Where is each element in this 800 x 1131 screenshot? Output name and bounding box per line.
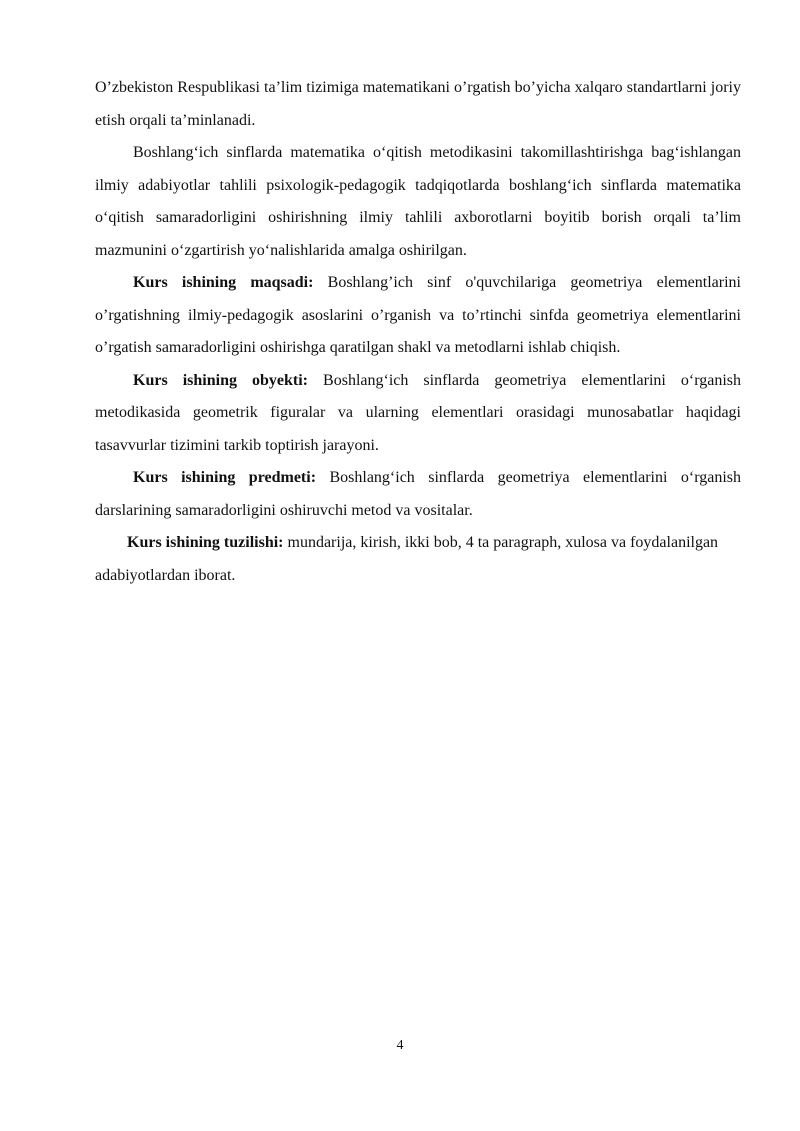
paragraph-text: Boshlang‘ich sinflarda geometriya elementlarini o‘rganish metodikasida geometrik figuralar va ularning elementlari orasidagi munosabatlar haqidagi tasavvurlar tizimini tarkib toptirish jarayoni. [95, 371, 742, 454]
paragraph-label: Kurs ishining predmeti: [133, 469, 317, 486]
paragraph-course-subject [95, 462, 741, 527]
paragraph-label: Kurs ishining obyekti: [133, 371, 309, 389]
document-page [95, 72, 741, 592]
paragraph-literature-analysis [95, 137, 741, 267]
paragraph-text: Boshlang‘ich sinflarda matematika o‘qitish metodikasini takomillashtirishga bag‘ishlangan ilmiy adabiyotlar tahlili psixologik-pedagogik tadqiqotlarda boshlang‘ich sinflarda matematika o‘qitish samaradorligini oshirishning ilmiy tahlili axborotlarni boyitib borish orqali ta’lim mazmunini o‘zgartirish yo‘nalishlarida amalga oshirilgan. [95, 144, 741, 259]
page-number: 4 [396, 1038, 404, 1053]
paragraph-text: mundarija, kirish, ikki bob, 4 ta paragraph, xulosa va foydalanilgan adabiyotlardan iborat. [95, 534, 719, 584]
paragraph-course-object [95, 365, 741, 463]
paragraph-label: Kurs ishining maqsadi: [133, 274, 314, 291]
paragraph-label: Kurs ishining tuzilishi: [127, 534, 284, 551]
paragraph-text: O’zbekiston Respublikasi ta’lim tizimiga matematikani o’rgatish bo’yicha xalqaro standartlarni joriy etish orqali ta’minlanadi. [95, 79, 741, 129]
paragraph-text: Boshlang‘ich sinflarda geometriya elementlarini o‘rganish darslarining samaradorligini oshiruvchi metod va vositalar. [95, 469, 742, 519]
paragraph-course-goal [95, 267, 741, 365]
paragraph-text: Boshlang’ich sinf o'quvchilariga geometriya elementlarini o’rgatishning ilmiy-pedagogik asoslarini o’rganish va to’rtinchi sinfda geometriya elementlarini o’rgatish samaradorligini oshirishga qaratilgan shakl va metodlarni ishlab chiqish. [95, 274, 741, 356]
paragraph-course-structure [95, 527, 741, 592]
paragraph-intro-continuation [95, 72, 741, 137]
